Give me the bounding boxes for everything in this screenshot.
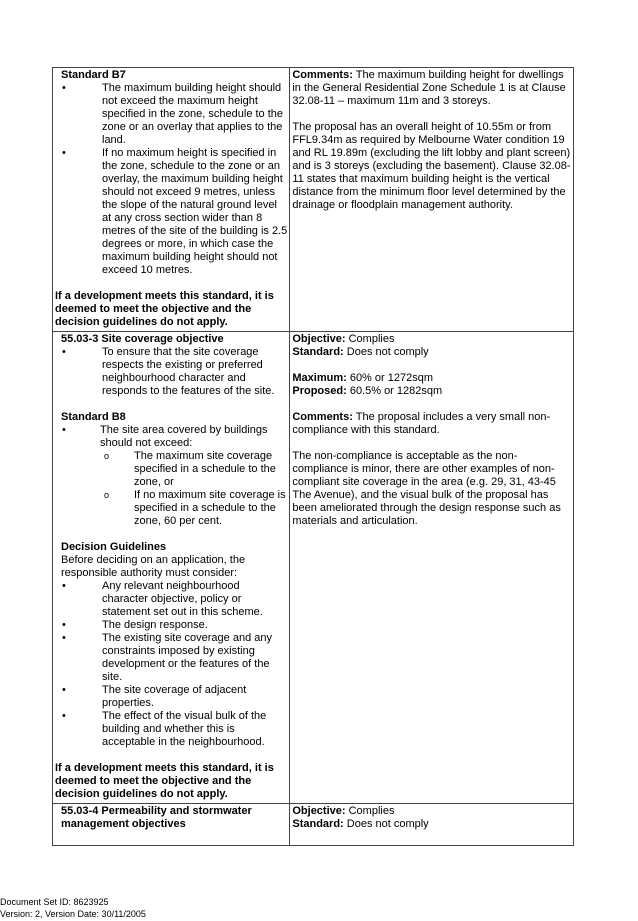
table-row (53, 804, 574, 846)
list-item: • The site coverage of adjacent properties. (55, 684, 287, 710)
maximum-line (292, 372, 571, 385)
list-item (55, 424, 287, 450)
assessment-cell (290, 332, 574, 804)
proposed-label: Proposed: (292, 385, 347, 397)
objective-bullets (55, 346, 287, 398)
objective-label: Objective: (292, 805, 346, 817)
proposed-line (292, 385, 571, 398)
standard-value: Does not comply (343, 818, 429, 830)
standard-label: Standard: (292, 818, 344, 830)
assessment-table (52, 67, 574, 846)
list-item: • The existing site coverage and any constraints imposed by existing development or the features of the site. (55, 632, 287, 684)
standard-value: Does not comply (343, 346, 429, 358)
assessment-paragraph: The proposal has an overall height of 10.55m or from FFL9.34m as required by Melbourne Water condition 19 and RL 19.89m (excluding the lift lobby and plant screen) and is 3 storeys (excluding the basement). Clause 32.08-11 states that maximum building height is the vertical distance from the minimum floor level determined by the drainage or floodplain management authority. (292, 121, 571, 211)
standard-cell (53, 68, 290, 332)
list-item: • The design response. (55, 619, 287, 632)
list-item: • The maximum building height should not exceed the maximum height specified in the zone, schedule to the zone or an overlay that applies to the land. (55, 82, 287, 147)
standard-status (292, 346, 571, 359)
standard-cell (53, 804, 290, 846)
decision-guidelines-bullets (55, 580, 287, 749)
standard-cell (53, 332, 290, 804)
objective-heading: 55.03-3 Site coverage objective (61, 333, 224, 345)
comments-paragraph (292, 69, 571, 108)
document-set-id: Document Set ID: 8623925 (0, 897, 109, 907)
objective-label: Objective: (292, 333, 346, 345)
standard-bullets (55, 82, 287, 277)
assessment-paragraph: The non-compliance is acceptable as the non-compliance is minor, there are other examples of non-compliant site coverage in the area (e.g. 29, 31, 43-45 The Avenue), and the visual bulk of the proposal has been ameliorated through the design response such as materials and articulation. (292, 450, 561, 527)
standard-bullets (55, 424, 287, 450)
standard-heading: Standard B7 (61, 69, 126, 81)
standard-heading: Standard B8 (61, 411, 126, 423)
decision-guidelines-heading: Decision Guidelines (61, 541, 167, 553)
table-row (53, 68, 574, 332)
compliance-note: If a development meets this standard, it is deemed to meet the objective and the decision guidelines do not apply. (55, 290, 274, 328)
comments-paragraph (292, 411, 571, 437)
maximum-label: Maximum: (292, 372, 347, 384)
decision-guidelines-intro: Before deciding on an application, the responsible authority must consider: (61, 554, 246, 579)
comments-label: Comments: (292, 69, 353, 81)
table-row (53, 332, 574, 804)
standard-label: Standard: (292, 346, 344, 358)
objective-status (292, 805, 571, 818)
proposed-value: 60.5% or 1282sqm (346, 385, 443, 397)
standard-bullet-text: The site area covered by buildings should not exceed: (100, 424, 268, 449)
comments-label: Comments: (292, 411, 353, 423)
list-item: o If no maximum site coverage is specified in a schedule to the zone, 60 per cent. (55, 489, 287, 528)
assessment-cell (290, 68, 574, 332)
version-line: Version: 2, Version Date: 30/11/2005 (0, 909, 146, 919)
assessment-cell (290, 804, 574, 846)
objective-value: Complies (345, 805, 395, 817)
objective-value: Complies (345, 333, 395, 345)
list-item: o The maximum site coverage specified in a schedule to the zone, or (55, 450, 287, 489)
comments-text: The proposal includes a very small non-compliance with this standard. (292, 411, 551, 436)
list-item: • Any relevant neighbourhood character objective, policy or statement set out in this scheme. (55, 580, 287, 619)
list-item: • If no maximum height is specified in the zone, schedule to the zone or an overlay, the maximum building height should not exceed 9 metres, unless the slope of the natural ground level at any cross section wider than 8 metres of the site of the building is 2.5 degrees or more, in which case the maximum building height should not exceed 10 metres. (55, 147, 287, 277)
compliance-note: If a development meets this standard, it is deemed to meet the objective and the decision guidelines do not apply. (55, 762, 274, 800)
maximum-value: 60% or 1272sqm (346, 372, 433, 384)
objective-status (292, 333, 571, 346)
sub-bullets (55, 450, 287, 528)
list-item: • The effect of the visual bulk of the building and whether this is acceptable in the neighbourhood. (55, 710, 287, 749)
standard-status (292, 818, 571, 831)
objective-heading: 55.03-4 Permeability and stormwater management objectives (61, 805, 252, 830)
list-item: • To ensure that the site coverage respects the existing or preferred neighbourhood character and responds to the features of the site. (55, 346, 287, 398)
comments-text: The maximum building height for dwellings in the General Residential Zone Schedule 1 is at Clause 32.08-11 – maximum 11m and 3 storeys. (292, 69, 566, 107)
